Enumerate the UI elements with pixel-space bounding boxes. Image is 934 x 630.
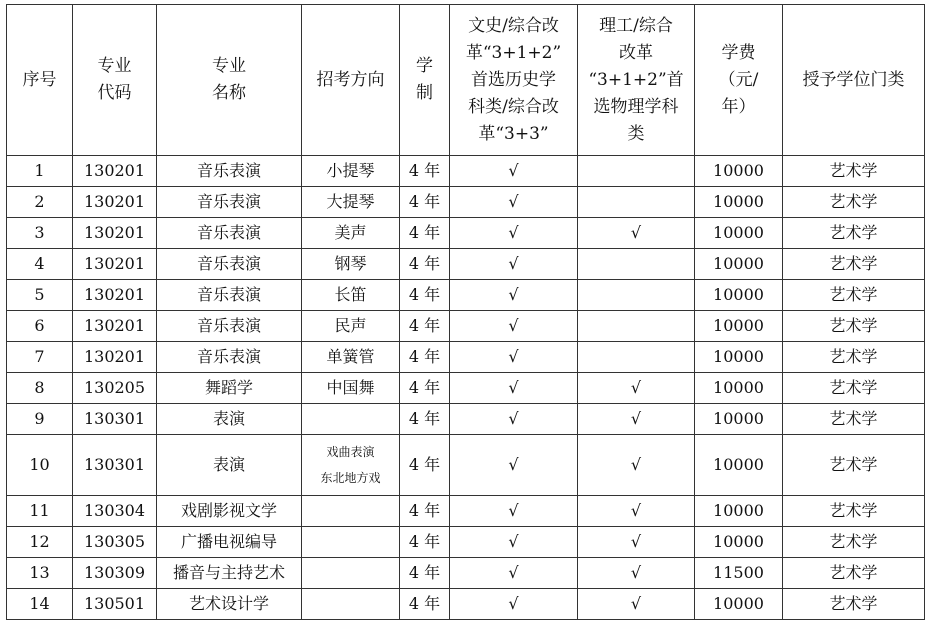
table-row (7, 311, 925, 342)
table-row (7, 249, 925, 280)
major-name-cell: 表演 (157, 404, 302, 435)
code-cell: 130201 (73, 187, 157, 218)
header-line: 授予学位门类 (802, 69, 905, 90)
header-line: 专业 (212, 56, 246, 76)
direction-cell (302, 589, 400, 620)
duration-cell: 4 年 (400, 342, 450, 373)
science-check-cell (578, 280, 695, 311)
degree-cell: 艺术学 (783, 249, 925, 280)
seq-cell: 8 (7, 373, 73, 404)
science-check-cell: √ (578, 404, 695, 435)
seq-cell: 12 (7, 527, 73, 558)
duration-cell: 4 年 (400, 496, 450, 527)
code-cell: 130304 (73, 496, 157, 527)
header-duration (400, 5, 450, 156)
seq-cell: 14 (7, 589, 73, 620)
major-name-cell: 播音与主持艺术 (157, 558, 302, 589)
major-name-cell: 音乐表演 (157, 311, 302, 342)
science-check-cell: √ (578, 589, 695, 620)
header-line: 名称 (212, 83, 246, 103)
major-name-cell: 音乐表演 (157, 187, 302, 218)
direction-line: 戏曲表演 (326, 445, 375, 459)
code-cell: 130305 (73, 527, 157, 558)
seq-cell: 2 (7, 187, 73, 218)
header-line: 理工/综合 (599, 15, 673, 36)
header-line: 改革 (619, 42, 653, 63)
science-check-cell: √ (578, 435, 695, 496)
seq-cell: 3 (7, 218, 73, 249)
direction-cell (302, 342, 400, 373)
header-line: 科类/综合改 (468, 96, 559, 117)
duration-cell: 4 年 (400, 435, 450, 496)
table-row (7, 342, 925, 373)
liberal-arts-check-cell: √ (450, 249, 578, 280)
header-line: “3+1+2”首 (588, 69, 684, 90)
fee-cell: 10000 (695, 187, 783, 218)
header-seq (7, 5, 73, 156)
degree-cell: 艺术学 (783, 496, 925, 527)
header-line: 序号 (22, 69, 57, 90)
direction-line: 小提琴 (326, 161, 375, 180)
header-line: 制 (416, 83, 433, 103)
liberal-arts-check-cell: √ (450, 280, 578, 311)
direction-cell (302, 558, 400, 589)
major-name-cell: 舞蹈学 (157, 373, 302, 404)
degree-cell: 艺术学 (783, 342, 925, 373)
fee-cell: 10000 (695, 589, 783, 620)
code-cell: 130201 (73, 342, 157, 373)
header-line: 学 (416, 56, 433, 76)
table-row (7, 156, 925, 187)
major-name-cell: 表演 (157, 435, 302, 496)
degree-cell: 艺术学 (783, 218, 925, 249)
science-check-cell (578, 187, 695, 218)
seq-cell: 4 (7, 249, 73, 280)
duration-cell: 4 年 (400, 156, 450, 187)
duration-cell: 4 年 (400, 187, 450, 218)
fee-cell: 10000 (695, 218, 783, 249)
header-line: 招考方向 (316, 69, 385, 90)
direction-cell (302, 280, 400, 311)
direction-cell (302, 218, 400, 249)
duration-cell: 4 年 (400, 249, 450, 280)
code-cell: 130301 (73, 435, 157, 496)
fee-cell: 10000 (695, 342, 783, 373)
table-row (7, 435, 925, 496)
science-check-cell: √ (578, 558, 695, 589)
science-check-cell (578, 311, 695, 342)
major-name-cell: 音乐表演 (157, 249, 302, 280)
header-science (578, 5, 695, 156)
header-liberal-arts (450, 5, 578, 156)
liberal-arts-check-cell: √ (450, 218, 578, 249)
header-code (73, 5, 157, 156)
degree-cell: 艺术学 (783, 558, 925, 589)
direction-line: 美声 (334, 223, 367, 242)
table-header-row (7, 5, 925, 156)
degree-cell: 艺术学 (783, 311, 925, 342)
header-direction (302, 5, 400, 156)
liberal-arts-check-cell: √ (450, 589, 578, 620)
table-row (7, 558, 925, 589)
degree-cell: 艺术学 (783, 280, 925, 311)
duration-cell: 4 年 (400, 404, 450, 435)
liberal-arts-check-cell: √ (450, 496, 578, 527)
header-line: 革“3+3” (478, 123, 549, 144)
liberal-arts-check-cell: √ (450, 373, 578, 404)
liberal-arts-check-cell: √ (450, 558, 578, 589)
duration-cell: 4 年 (400, 280, 450, 311)
major-name-cell: 音乐表演 (157, 280, 302, 311)
header-line: （元/ (718, 69, 759, 90)
major-name-cell: 艺术设计学 (157, 589, 302, 620)
science-check-cell: √ (578, 218, 695, 249)
science-check-cell: √ (578, 496, 695, 527)
seq-cell: 11 (7, 496, 73, 527)
header-line: 年） (721, 96, 756, 117)
header-line: 革“3+1+2” (465, 42, 562, 63)
fee-cell: 10000 (695, 249, 783, 280)
direction-cell (302, 496, 400, 527)
direction-cell (302, 435, 400, 496)
direction-cell (302, 187, 400, 218)
major-name-cell: 戏剧影视文学 (157, 496, 302, 527)
liberal-arts-check-cell: √ (450, 156, 578, 187)
header-line: 学费 (721, 42, 756, 63)
duration-cell: 4 年 (400, 558, 450, 589)
science-check-cell (578, 156, 695, 187)
code-cell: 130501 (73, 589, 157, 620)
code-cell: 130201 (73, 249, 157, 280)
code-cell: 130205 (73, 373, 157, 404)
fee-cell: 10000 (695, 280, 783, 311)
table-row (7, 218, 925, 249)
code-cell: 130301 (73, 404, 157, 435)
direction-line: 中国舞 (326, 378, 375, 397)
fee-cell: 10000 (695, 373, 783, 404)
code-cell: 130201 (73, 218, 157, 249)
duration-cell: 4 年 (400, 527, 450, 558)
direction-line: 单簧管 (326, 347, 375, 366)
degree-cell: 艺术学 (783, 373, 925, 404)
header-line: 文史/综合改 (468, 15, 559, 36)
major-name-cell: 音乐表演 (157, 156, 302, 187)
major-name-cell: 音乐表演 (157, 342, 302, 373)
table-row (7, 527, 925, 558)
science-check-cell (578, 249, 695, 280)
liberal-arts-check-cell: √ (450, 527, 578, 558)
header-line: 代码 (97, 83, 132, 103)
header-line: 首选历史学 (471, 69, 556, 90)
liberal-arts-check-cell: √ (450, 311, 578, 342)
header-name (157, 5, 302, 156)
major-name-cell: 广播电视编导 (157, 527, 302, 558)
table-body (7, 156, 925, 620)
degree-cell: 艺术学 (783, 435, 925, 496)
seq-cell: 5 (7, 280, 73, 311)
seq-cell: 9 (7, 404, 73, 435)
table-row (7, 404, 925, 435)
direction-cell (302, 249, 400, 280)
seq-cell: 6 (7, 311, 73, 342)
seq-cell: 1 (7, 156, 73, 187)
header-fee (695, 5, 783, 156)
fee-cell: 10000 (695, 527, 783, 558)
seq-cell: 10 (7, 435, 73, 496)
duration-cell: 4 年 (400, 218, 450, 249)
code-cell: 130201 (73, 280, 157, 311)
header-degree (783, 5, 925, 156)
direction-cell (302, 404, 400, 435)
header-line: 类 (627, 123, 645, 144)
direction-line: 钢琴 (334, 254, 367, 273)
liberal-arts-check-cell: √ (450, 435, 578, 496)
major-name-cell: 音乐表演 (157, 218, 302, 249)
duration-cell: 4 年 (400, 589, 450, 620)
fee-cell: 10000 (695, 435, 783, 496)
direction-cell (302, 311, 400, 342)
science-check-cell (578, 342, 695, 373)
degree-cell: 艺术学 (783, 404, 925, 435)
science-check-cell: √ (578, 527, 695, 558)
header-line: 专业 (97, 56, 132, 76)
code-cell: 130309 (73, 558, 157, 589)
seq-cell: 7 (7, 342, 73, 373)
fee-cell: 10000 (695, 156, 783, 187)
direction-line: 民声 (334, 316, 367, 335)
duration-cell: 4 年 (400, 311, 450, 342)
liberal-arts-check-cell: √ (450, 342, 578, 373)
table-row (7, 373, 925, 404)
degree-cell: 艺术学 (783, 156, 925, 187)
degree-cell: 艺术学 (783, 589, 925, 620)
direction-line: 东北地方戏 (320, 471, 381, 485)
degree-cell: 艺术学 (783, 527, 925, 558)
table-row (7, 496, 925, 527)
fee-cell: 11500 (695, 558, 783, 589)
liberal-arts-check-cell: √ (450, 187, 578, 218)
admissions-table (6, 4, 925, 620)
table-row (7, 589, 925, 620)
liberal-arts-check-cell: √ (450, 404, 578, 435)
science-check-cell: √ (578, 373, 695, 404)
seq-cell: 13 (7, 558, 73, 589)
fee-cell: 10000 (695, 404, 783, 435)
header-line: 选物理学科 (593, 96, 679, 117)
duration-cell: 4 年 (400, 373, 450, 404)
fee-cell: 10000 (695, 311, 783, 342)
code-cell: 130201 (73, 311, 157, 342)
direction-cell (302, 156, 400, 187)
direction-cell (302, 373, 400, 404)
degree-cell: 艺术学 (783, 187, 925, 218)
code-cell: 130201 (73, 156, 157, 187)
table-row (7, 187, 925, 218)
fee-cell: 10000 (695, 496, 783, 527)
direction-line: 长笛 (334, 285, 367, 304)
direction-line: 大提琴 (326, 192, 375, 211)
direction-cell (302, 527, 400, 558)
table-row (7, 280, 925, 311)
